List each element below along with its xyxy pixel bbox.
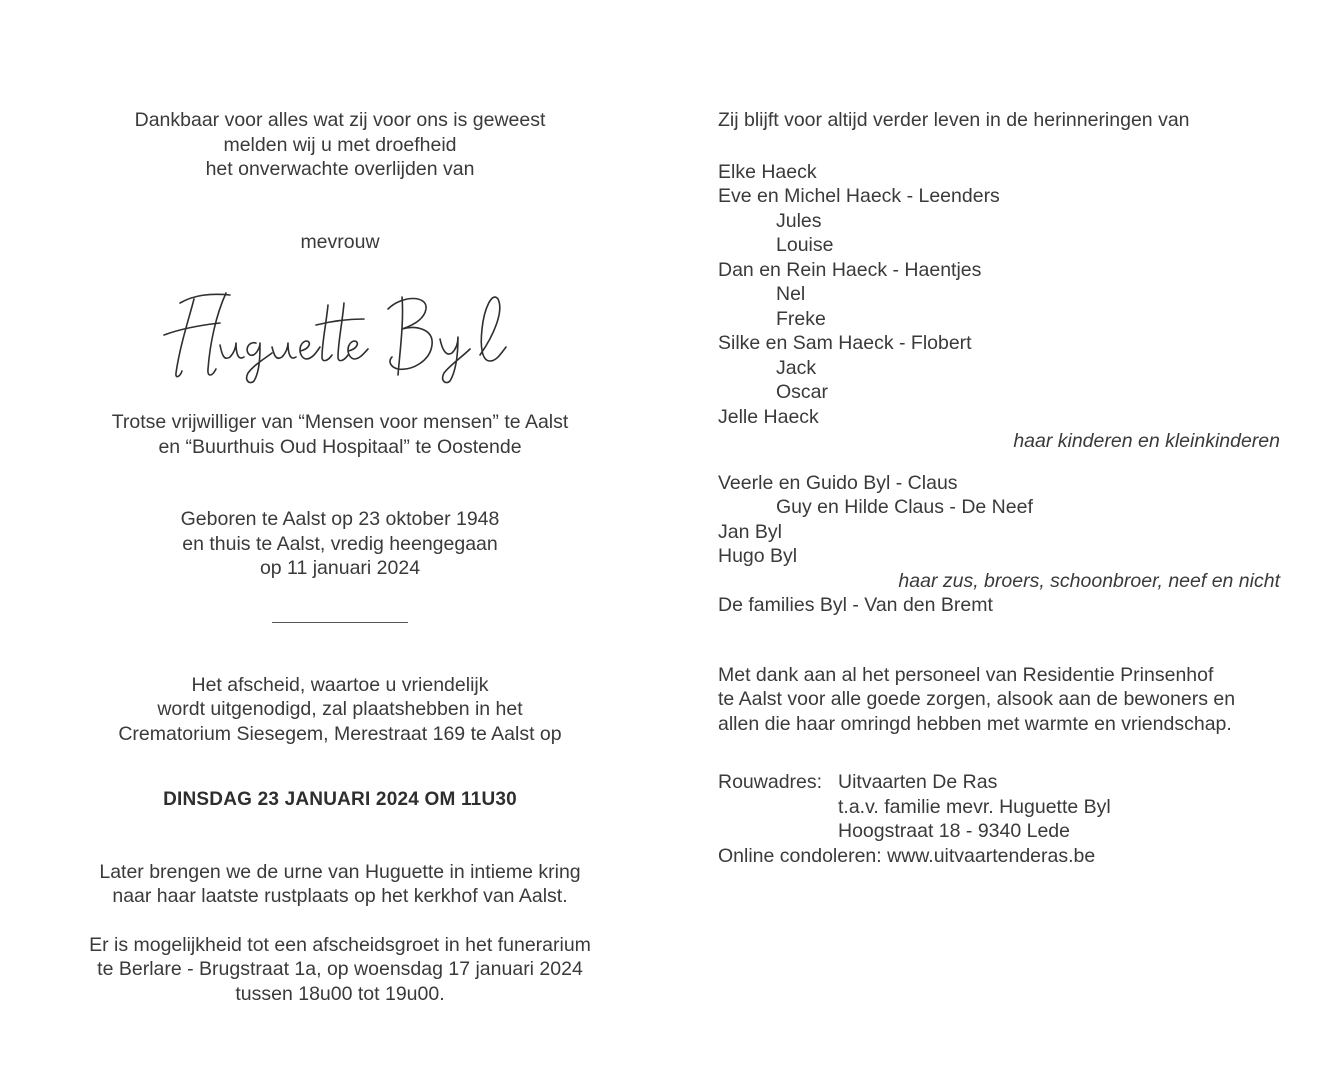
- family-member: Hugo Byl: [718, 545, 798, 567]
- family-group: [718, 258, 1280, 332]
- divider-line: [272, 622, 408, 623]
- family-member: Dan en Rein Haeck - Haentjes: [718, 258, 982, 281]
- children-caption: haar kinderen en kleinkinderen: [1013, 430, 1280, 452]
- grandchild: Nel: [776, 283, 806, 305]
- signature-drawing: [150, 285, 530, 385]
- visit-line: tussen 18u00 tot 19u00.: [235, 982, 445, 1005]
- families-line: De families Byl - Van den Bremt: [718, 594, 993, 616]
- address-line: t.a.v. familie mevr. Huguette Byl: [838, 795, 1111, 818]
- later-line: Later brengen we de urne van Huguette in intieme kring: [99, 860, 581, 883]
- online-condolence: Online condoleren: www.uitvaartenderas.be: [718, 844, 1096, 867]
- grandchild: Jules: [776, 209, 822, 232]
- address-line: Uitvaarten De Ras: [838, 771, 998, 793]
- grandchild: Oscar: [776, 381, 829, 403]
- born-line: op 11 januari 2024: [259, 557, 421, 579]
- thanks-line: Met dank aan al het personeel van Residentie Prinsenhof: [718, 663, 1214, 686]
- family-member: Jelle Haeck: [718, 405, 819, 428]
- grandchild: Louise: [776, 234, 834, 256]
- ceremony-date: DINSDAG 23 JANUARI 2024 OM 11U30: [163, 789, 517, 810]
- family-member: Silke en Sam Haeck - Flobert: [718, 332, 972, 354]
- grandchild: Jack: [776, 356, 817, 379]
- nephew-niece: Guy en Hilde Claus - De Neef: [776, 496, 1033, 518]
- family-group: [718, 405, 1280, 430]
- family-group: [718, 184, 1280, 258]
- memory-intro: Zij blijft voor altijd verder leven in de herinneringen van: [718, 109, 1190, 131]
- mourning-address: [718, 770, 1280, 844]
- farewell-line: Het afscheid, waartoe u vriendelijk: [191, 673, 489, 696]
- volunteer-line: en “Buurthuis Oud Hospitaal” te Oostende: [158, 435, 522, 458]
- visitation-text: [60, 933, 620, 1007]
- thanks-text: [718, 663, 1280, 737]
- family-member: Eve en Michel Haeck - Leenders: [718, 185, 1000, 207]
- volunteer-line: Trotse vrijwilliger van “Mensen voor mensen” te Aalst: [111, 411, 569, 433]
- thanks-line: te Aalst voor alle goede zorgen, alsook aan de bewoners en: [718, 688, 1236, 710]
- grandchild: Freke: [776, 307, 826, 330]
- later-line: naar haar laatste rustplaats op het kerkhof van Aalst.: [112, 885, 568, 907]
- born-line: en thuis te Aalst, vredig heengegaan: [182, 532, 498, 555]
- family-group: [718, 520, 1280, 545]
- volunteer-text: [60, 410, 620, 459]
- farewell-line: wordt uitgenodigd, zal plaatshebben in het: [157, 698, 523, 720]
- left-column: [60, 108, 620, 1006]
- address-row: [718, 770, 1280, 795]
- birth-death-text: [60, 507, 620, 581]
- title-mevrouw: mevrouw: [300, 230, 380, 253]
- farewell-line: Crematorium Siesegem, Merestraat 169 te Aalst op: [118, 722, 562, 745]
- family-group: [718, 471, 1280, 520]
- family-member: Elke Haeck: [718, 160, 817, 183]
- intro-line: melden wij u met droefheid: [223, 133, 457, 156]
- family-group: [718, 160, 1280, 185]
- family-group: [718, 544, 1280, 569]
- thanks-line: allen die haar omringd hebben met warmte en vriendschap.: [718, 712, 1232, 735]
- intro-line: het onverwachte overlijden van: [205, 158, 475, 180]
- farewell-text: [60, 673, 620, 747]
- born-line: Geboren te Aalst op 23 oktober 1948: [180, 508, 500, 530]
- intro-line: Dankbaar voor alles wat zij voor ons is geweest: [134, 109, 546, 131]
- name-signature: [60, 280, 620, 390]
- right-column: [718, 108, 1280, 868]
- address-line: Hoogstraat 18 - 9340 Lede: [838, 820, 1071, 842]
- family-member: Veerle en Guido Byl - Claus: [718, 471, 958, 494]
- address-label: Rouwadres:: [718, 771, 823, 793]
- siblings-list: [718, 471, 1280, 569]
- intro-text: [60, 108, 620, 182]
- siblings-caption: haar zus, broers, schoonbroer, neef en nicht: [898, 569, 1280, 592]
- family-member: Jan Byl: [718, 520, 782, 543]
- visit-line: te Berlare - Brugstraat 1a, op woensdag 17 januari 2024: [97, 958, 583, 980]
- visit-line: Er is mogelijkheid tot een afscheidsgroet in het funerarium: [89, 933, 591, 956]
- family-group: [718, 331, 1280, 405]
- children-list: [718, 160, 1280, 430]
- urn-text: [60, 860, 620, 909]
